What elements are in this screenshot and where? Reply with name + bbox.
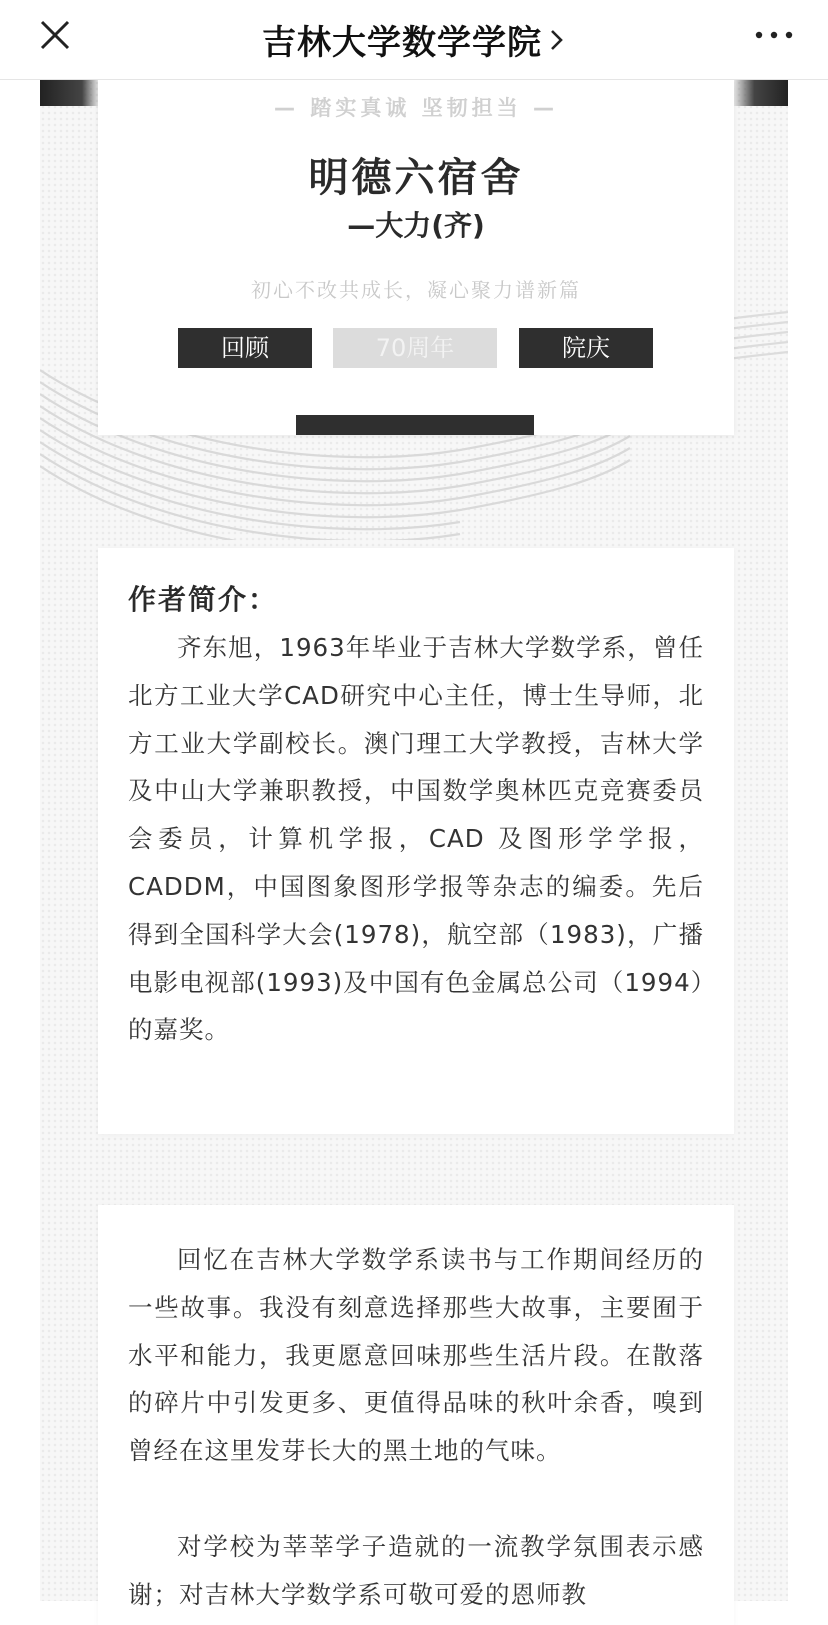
- tag-celebration: 院庆: [519, 328, 653, 368]
- author-bio: 齐东旭，1963年毕业于吉林大学数学系，曾任北方工业大学CAD研究中心主任，博士生导师，北方工业大学副校长。澳门理工大学教授，吉林大学及中山大学兼职教授，中国数学奥林匹克竞赛委员会委员，计算机学报，CAD 及图形学学报，CADDM，中国图象图形学报等杂志的编委。先后得到全国科学大会(1978)，航空部（1983)，广播电影电视部(1993)及中国有色金属总公司（1994）的嘉奖。: [128, 633, 704, 1045]
- motto: — 踏实真诚 坚韧担当 —: [274, 96, 558, 120]
- decorative-bar: [296, 415, 534, 435]
- tag-anniversary: 70周年: [333, 328, 497, 368]
- article-paragraph: 对学校为莘莘学子造就的一流教学氛围表示感谢；对吉林大学数学系可敬可爱的恩师教: [128, 1532, 704, 1609]
- author-heading: 作者简介：: [128, 583, 279, 616]
- chevron-right-icon: [548, 28, 566, 52]
- slogan: 初心不改共成长，凝心聚力谱新篇: [251, 278, 581, 302]
- nav-bar: [0, 0, 828, 80]
- header-card: [98, 80, 734, 435]
- decorative-strip-left: [40, 80, 100, 106]
- close-icon[interactable]: [38, 18, 74, 54]
- page-title: 明德六宿舍: [308, 155, 524, 201]
- article-card: [98, 1205, 734, 1625]
- page-subtitle: —大力(齐): [347, 209, 485, 242]
- account-title: 吉林大学数学学院: [262, 23, 542, 63]
- more-dots-icon[interactable]: [754, 28, 794, 42]
- decorative-strip-right: [732, 80, 788, 106]
- author-card: [98, 548, 734, 1134]
- account-title-link[interactable]: [262, 15, 566, 64]
- article-paragraph: 回忆在吉林大学数学系读书与工作期间经历的一些故事。我没有刻意选择那些大故事，主要囿于水平和能力，我更愿意回味那些生活片段。在散落的碎片中引发更多、更值得品味的秋叶余香，嗅到曾经在这里发芽长大的黑土地的气味。: [128, 1245, 704, 1466]
- tag-review: 回顾: [178, 328, 312, 368]
